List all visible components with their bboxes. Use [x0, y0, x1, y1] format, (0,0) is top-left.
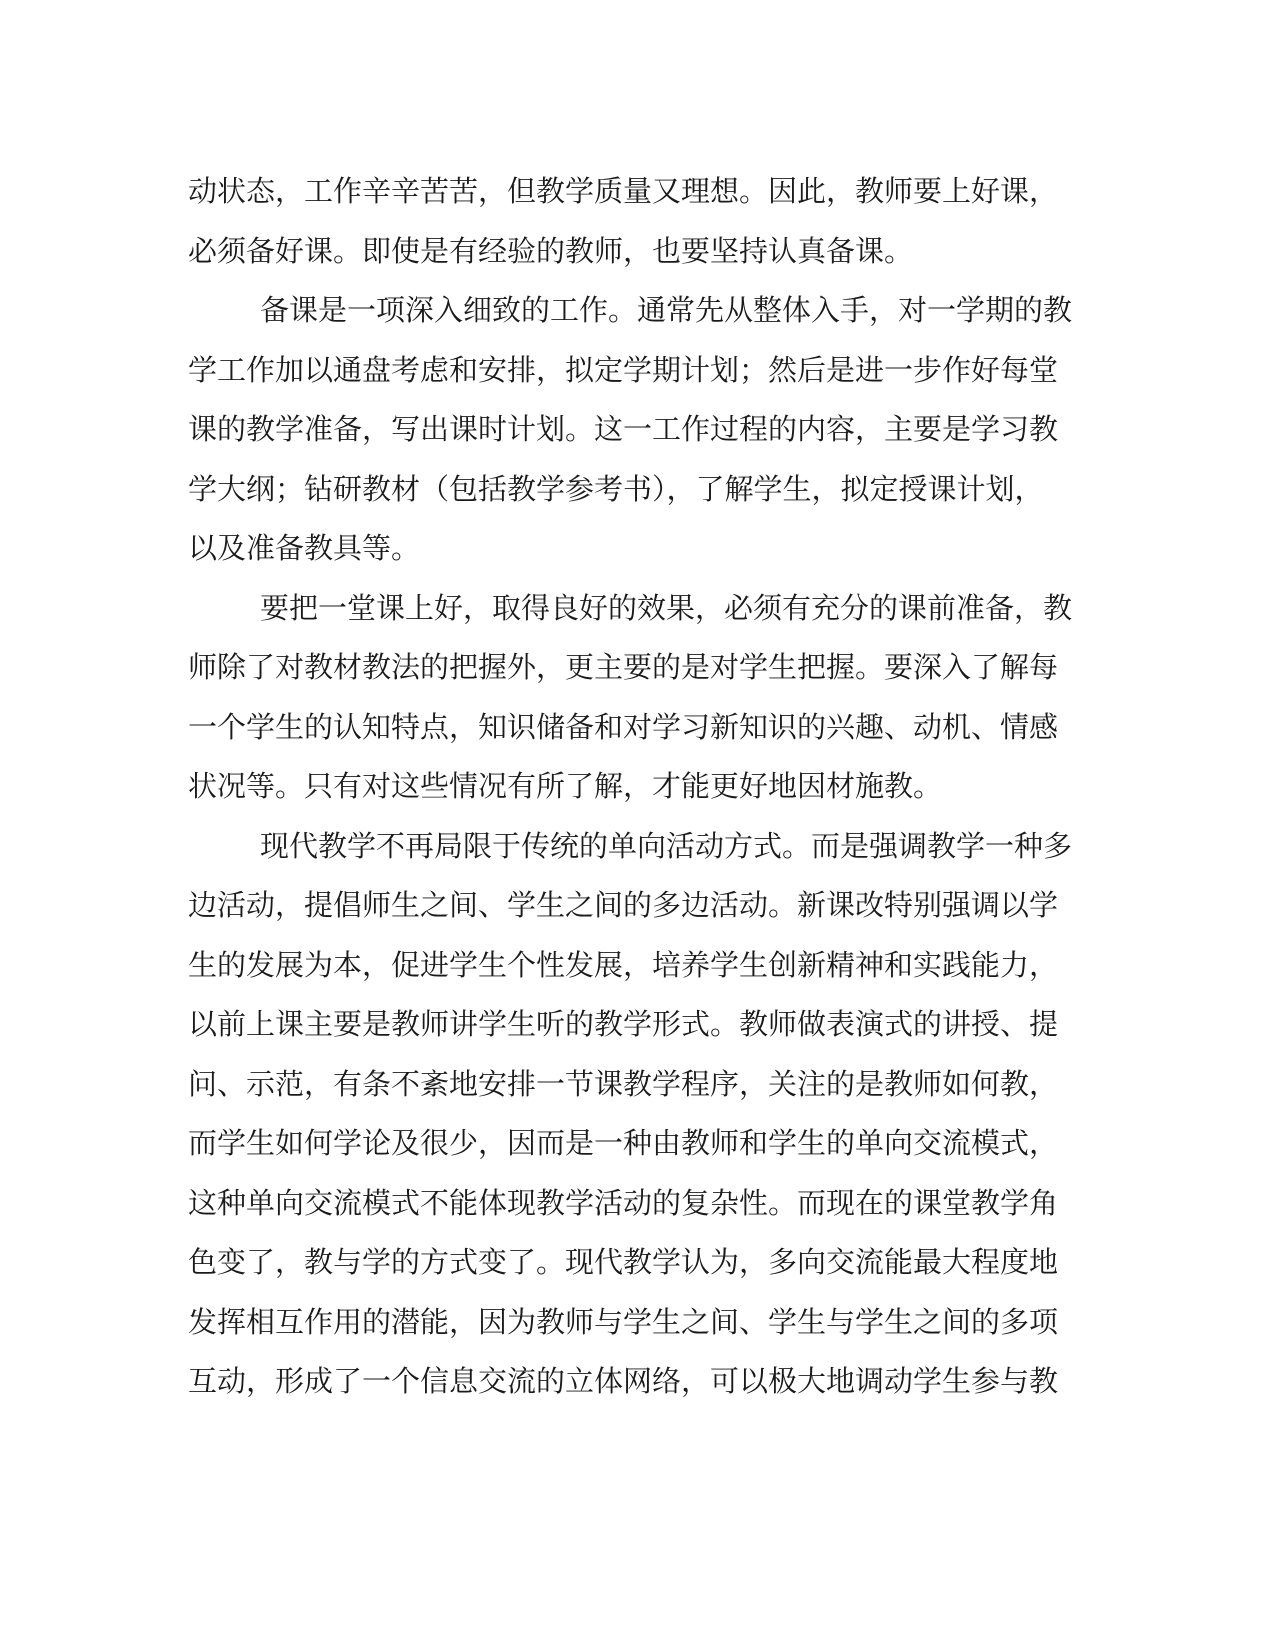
text-line: 互动，形成了一个信息交流的立体网络，可以极大地调动学生参与教 — [188, 1364, 1059, 1398]
text-line: 以及准备教具等。 — [188, 531, 421, 565]
text-line: 必须备好课。即使是有经验的教师，也要坚持认真备课。 — [188, 233, 914, 268]
text-line: 发挥相互作用的潜能，因为教师与学生之间、学生与学生之间的多项 — [188, 1304, 1059, 1339]
text-line: 这种单向交流模式不能体现教学活动的复杂性。而现在的课堂教学角 — [188, 1185, 1059, 1220]
text-line: 动状态，工作辛辛苦苦，但教学质量又理想。因此，教师要上好课， — [188, 174, 1059, 208]
text-line: 而学生如何学论及很少，因而是一种由教师和学生的单向交流模式， — [188, 1126, 1059, 1160]
text-line: 一个学生的认知特点，知识储备和对学习新知识的兴趣、动机、情感 — [188, 709, 1059, 744]
paragraph-first-line: 备课是一项深入细致的工作。通常先从整体入手，对一学期的教 — [260, 293, 1073, 327]
body-text — [188, 162, 1073, 1412]
paragraph-first-line: 现代教学不再局限于传统的单向活动方式。而是强调教学一种多 — [260, 828, 1073, 863]
text-line: 学大纲；钻研教材（包括教学参考书），了解学生，拟定授课计划， — [188, 471, 1044, 506]
text-line: 课的教学准备，写出课时计划。这一工作过程的内容，主要是学习教 — [188, 412, 1059, 446]
paragraph-first-line: 要把一堂课上好，取得良好的效果，必须有充分的课前准备，教 — [260, 590, 1073, 625]
text-line: 色变了，教与学的方式变了。现代教学认为，多向交流能最大程度地 — [188, 1245, 1059, 1279]
text-line: 以前上课主要是教师讲学生听的教学形式。教师做表演式的讲授、提 — [188, 1007, 1059, 1041]
text-line: 边活动，提倡师生之间、学生之间的多边活动。新课改特别强调以学 — [188, 888, 1059, 922]
text-line: 师除了对教材教法的把握外，更主要的是对学生把握。要深入了解每 — [188, 650, 1059, 684]
text-line: 问、示范，有条不紊地安排一节课教学程序，关注的是教师如何教， — [188, 1066, 1059, 1101]
text-line: 学工作加以通盘考虑和安排，拟定学期计划；然后是进一步作好每堂 — [188, 352, 1059, 387]
text-line: 生的发展为本，促进学生个性发展，培养学生创新精神和实践能力， — [188, 947, 1059, 982]
text-line: 状况等。只有对这些情况有所了解，才能更好地因材施教。 — [188, 769, 943, 803]
